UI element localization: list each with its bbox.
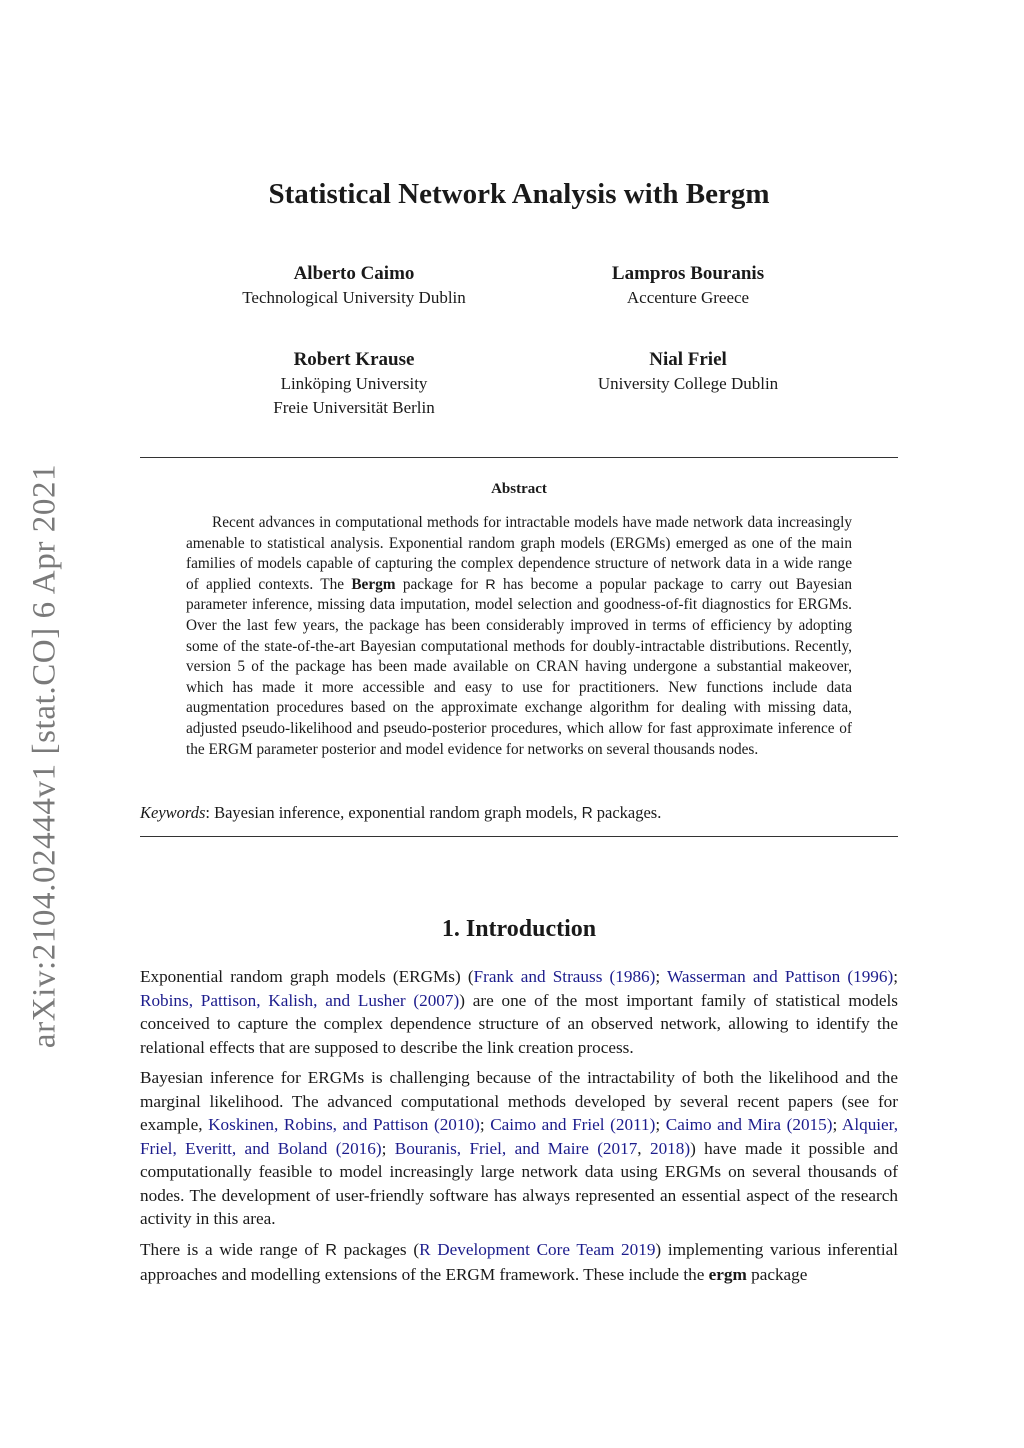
abstract-text: Recent advances in computational methods for intractable models have made network data increasingly amenable to statistical analysis. Exponential random graph models (ERGMs) emerged as one of the main families of models capable of capturing the complex dependence structure of network data in a wide range of applied contexts. The Bergm package for R has become a popular package to carry out Bayesian parameter inference, missing data imputation, model selection and goodness-of-fit diagnostics for ERGMs. Over the last few years, the package has been considerably improved in terms of efficiency by adopting some of the state-of-the-art Bayesian computational methods for doubly-intractable distributions. Recently, version 5 of the package has been made available on CRAN having undergone a substantial makeover, which has made it more accessible and easy to use for practitioners. New functions include data augmentation procedures based on the approximate exchange algorithm for dealing with missing data, adjusted pseudo-likelihood and pseudo-posterior procedures, which allow for fast approximate inference of the ERGM parameter posterior and model evidence for networks on several thousands nodes. (186, 514, 852, 758)
author-name: Nial Friel (649, 349, 727, 370)
intro-paragraph-2: Bayesian inference for ERGMs is challenging because of the intractability of both the likelihood and the marginal likelihood. The advanced computational methods developed by several recent papers (see for example, Koskinen, Robins, and Pattison (2010); Caimo and Friel (2011); Caimo and Mira (2015); Alquier, Friel, Everitt, and Boland (2016); Bouranis, Friel, and Maire (2017, 2018)) have made it possible and computationally feasible to model increasingly large network data using ERGMs on several thousands of nodes. The development of user-friendly software has always represented an essential aspect of the research activity in this area. (140, 1068, 899, 1228)
keywords-label: Keywords (140, 803, 206, 822)
author-affiliation: Technological University Dublin (242, 288, 466, 307)
intro-paragraph-3: There is a wide range of R packages (R Development Core Team 2019) implementing various inferential approaches and modelling extensions of the ERGM framework. These include the ergm package (140, 1240, 898, 1284)
intro-paragraph-1: Exponential random graph models (ERGMs) (Frank and Strauss (1986); Wasserman and Pattison (1996); Robins, Pattison, Kalish, and Lusher (2007)) are one of the most important family of statistical models conceived to capture the complex dependence structure of an observed network, allowing to identify the relational effects that are supposed to describe the link creation process. (140, 967, 898, 1057)
citation-link[interactable]: Robins, Pattison, Kalish, and Lusher (2007) (140, 990, 460, 1010)
author-affiliation: Freie Universität Berlin (273, 398, 435, 417)
r-language-name: R (485, 576, 496, 593)
citation-link[interactable]: Bouranis, Friel, and Maire (2017 (394, 1138, 638, 1158)
r-language-name: R (325, 1242, 337, 1259)
bergm-package-name: Bergm (351, 575, 396, 593)
citation-link[interactable]: Caimo and Mira (2015) (665, 1115, 833, 1134)
author-affiliation: Linköping University (280, 374, 428, 393)
author-affiliation: Accenture Greece (626, 288, 750, 307)
author-affiliation: University College Dublin (597, 374, 779, 393)
keywords-line: Keywords: Bayesian inference, exponential random graph models, R packages. (140, 803, 662, 822)
citation-link[interactable]: Koskinen, Robins, and Pattison (2010) (208, 1115, 480, 1134)
citation-link[interactable]: Caimo and Friel (2011) (490, 1115, 656, 1134)
ergm-package-name: ergm (708, 1264, 747, 1284)
paper-title: Statistical Network Analysis with Bergm (268, 178, 770, 210)
citation-link[interactable]: 2018) (649, 1138, 691, 1158)
arxiv-identifier: arXiv:2104.02444v1 [stat.CO] 6 Apr 2021 (26, 463, 63, 1049)
author-name: Alberto Caimo (293, 263, 415, 284)
section-heading-introduction: 1. Introduction (441, 916, 597, 942)
citation-link[interactable]: Alquier, Friel, Everitt, and Boland (2016) (140, 1115, 899, 1158)
r-language-name: R (581, 805, 593, 822)
abstract-top-rule (140, 457, 898, 458)
author-block-bouranis (523, 262, 853, 310)
author-block-krause (189, 348, 519, 420)
author-name: Lampros Bouranis (611, 263, 765, 284)
author-name: Robert Krause (293, 349, 415, 370)
citation-link[interactable]: R Development Core Team 2019 (419, 1240, 656, 1259)
abstract-bottom-rule (140, 836, 898, 837)
citation-link[interactable]: Frank and Strauss (1986) (473, 967, 656, 986)
citation-link[interactable]: Wasserman and Pattison (1996) (666, 967, 894, 986)
abstract-heading: Abstract (491, 481, 547, 497)
author-block-caimo (189, 262, 519, 310)
author-block-friel (523, 348, 853, 396)
